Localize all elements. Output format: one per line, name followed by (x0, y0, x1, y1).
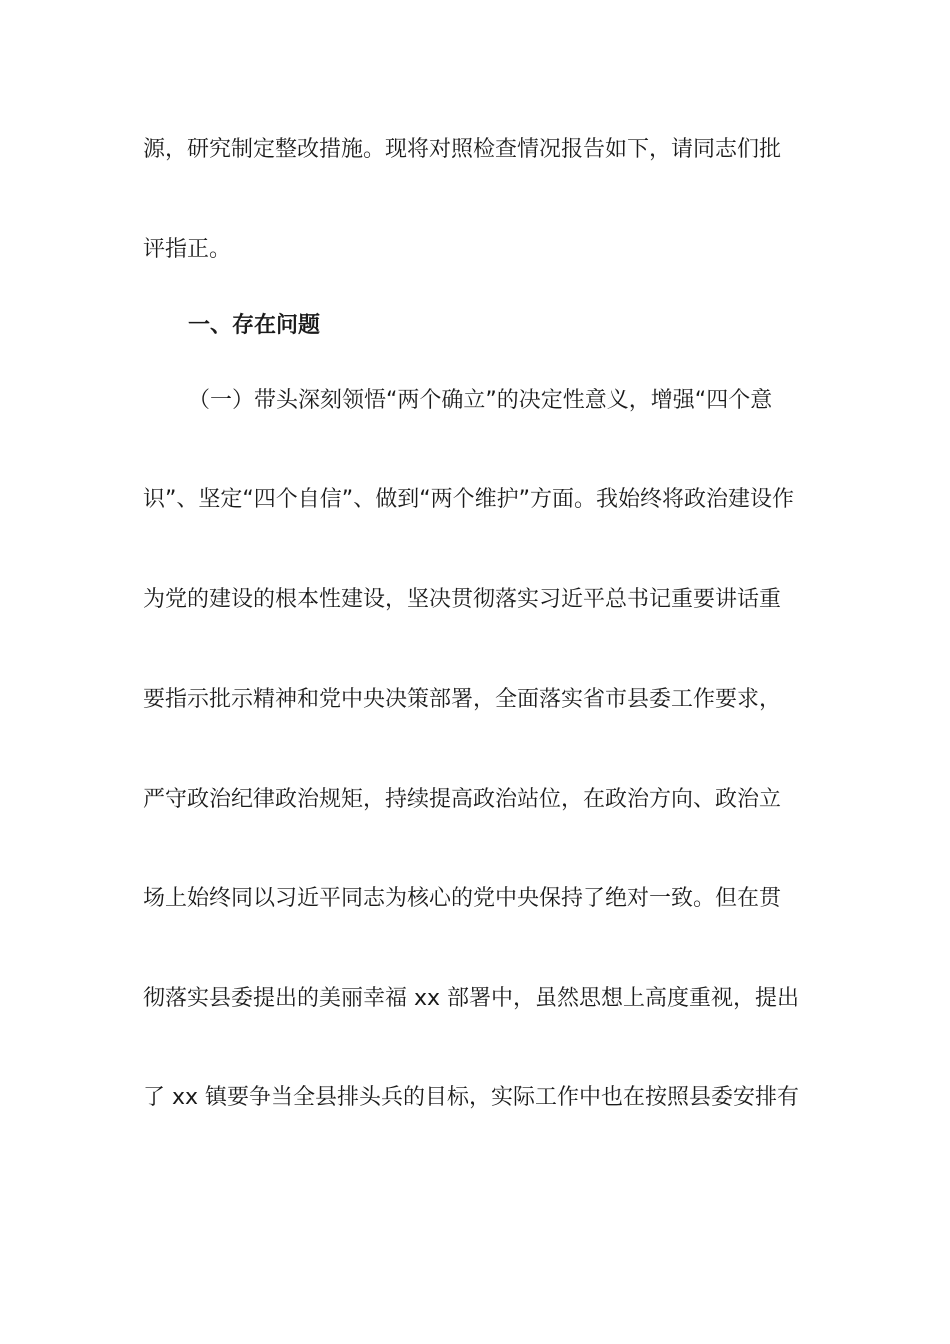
body-text-line: （一）带头深刻领悟“两个确立”的决定性意义，增强“四个意 (188, 388, 773, 413)
section-heading: 一、存在问题 (188, 313, 321, 338)
body-text-line: 了 xx 镇要争当全县排头兵的目标，实际工作中也在按照县委安排有 (143, 1085, 800, 1110)
body-text-line: 要指示批示精神和党中央决策部署，全面落实省市县委工作要求， (143, 687, 782, 712)
body-text-line: 为党的建设的根本性建设，坚决贯彻落实习近平总书记重要讲话重 (143, 587, 782, 612)
body-text-line: 彻落实县委提出的美丽幸福 xx 部署中，虽然思想上高度重视，提出 (143, 986, 800, 1011)
body-text-line: 场上始终同以习近平同志为核心的党中央保持了绝对一致。但在贯 (143, 886, 782, 911)
body-text-line: 识”、坚定“四个自信”、做到“两个维护”方面。我始终将政治建设作 (143, 487, 794, 512)
body-text-line: 评指正。 (143, 237, 232, 262)
body-text-line: 源，研究制定整改措施。现将对照检查情况报告如下，请同志们批 (143, 137, 782, 162)
body-text-line: 严守政治纪律政治规矩，持续提高政治站位，在政治方向、政治立 (143, 787, 782, 812)
